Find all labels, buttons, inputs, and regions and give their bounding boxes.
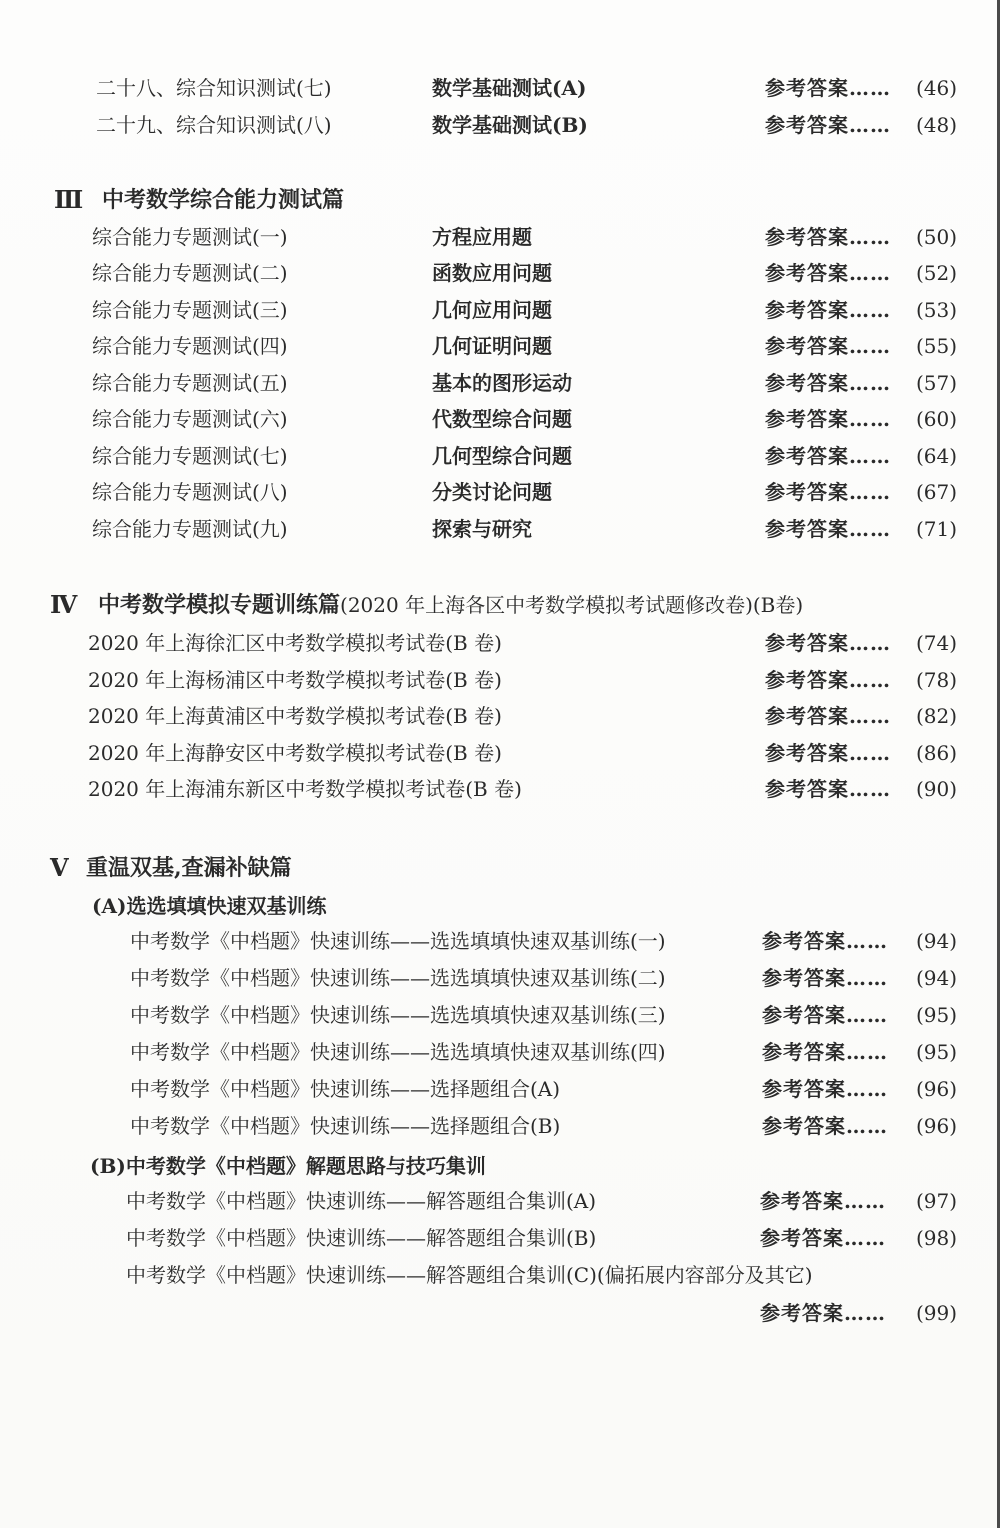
page-number: (46) xyxy=(915,76,957,100)
toc-entry-title: 综合能力专题测试(八) xyxy=(92,480,288,504)
answer-label: 参考答案…… xyxy=(765,777,891,801)
answer-label: 参考答案…… xyxy=(765,444,891,468)
page-number: (53) xyxy=(915,298,957,322)
toc-row[interactable] xyxy=(0,511,997,547)
section-heading: (B)中考数学《中档题》解题思路与技巧集训 xyxy=(90,1154,486,1178)
answer-label: 参考答案…… xyxy=(765,225,891,249)
answer-label: 参考答案…… xyxy=(765,334,891,358)
toc-entry-title: 2020 年上海杨浦区中考数学模拟考试卷(B 卷) xyxy=(88,668,502,692)
toc-entry-title: 二十八、综合知识测试(七) xyxy=(96,76,332,100)
answer-label: 参考答案…… xyxy=(765,480,891,504)
page-number: (50) xyxy=(915,225,957,249)
toc-row[interactable] xyxy=(0,1220,997,1256)
toc-row[interactable] xyxy=(0,1295,997,1331)
toc-entry-title: 综合能力专题测试(九) xyxy=(92,517,288,541)
page-number: (74) xyxy=(915,631,957,655)
page-number: (55) xyxy=(915,334,957,358)
answer-label: 参考答案…… xyxy=(765,261,891,285)
answer-label: 参考答案…… xyxy=(760,1189,886,1213)
toc-entry-topic: 函数应用问题 xyxy=(432,261,552,285)
page-number: (78) xyxy=(915,668,957,692)
page-number: (98) xyxy=(915,1226,957,1250)
toc-entry-title: 中考数学《中档题》快速训练——选选填填快速双基训练(二) xyxy=(130,966,666,990)
toc-entry-topic: 几何型综合问题 xyxy=(432,444,572,468)
toc-entry-title: 综合能力专题测试(二) xyxy=(92,261,288,285)
page-number: (57) xyxy=(915,371,957,395)
answer-label: 参考答案…… xyxy=(762,929,888,953)
toc-row[interactable] xyxy=(0,401,997,437)
toc-entry-topic: 数学基础测试(A) xyxy=(432,76,587,100)
answer-label: 参考答案…… xyxy=(765,631,891,655)
page-number: (82) xyxy=(915,704,957,728)
toc-entry-title: 2020 年上海静安区中考数学模拟考试卷(B 卷) xyxy=(88,741,502,765)
toc-row[interactable] xyxy=(0,771,997,807)
toc-row[interactable] xyxy=(0,997,997,1033)
part-title: 中考数学综合能力测试篇 xyxy=(102,187,345,213)
toc-entry-title: 中考数学《中档题》快速训练——选选填填快速双基训练(四) xyxy=(130,1040,666,1064)
toc-row[interactable] xyxy=(0,292,997,328)
part-title: 重温双基,查漏补缺篇 xyxy=(86,855,292,881)
toc-entry-title: 2020 年上海浦东新区中考数学模拟考试卷(B 卷) xyxy=(88,777,522,801)
toc-row[interactable] xyxy=(0,474,997,510)
part-subtitle: (2020 年上海各区中考数学模拟考试题修改卷)(B卷) xyxy=(340,593,804,617)
page-number: (99) xyxy=(915,1301,957,1325)
toc-row[interactable] xyxy=(0,328,997,364)
toc-row[interactable] xyxy=(0,70,997,106)
toc-entry-topic: 几何应用问题 xyxy=(432,298,552,322)
answer-label: 参考答案…… xyxy=(762,1040,888,1064)
toc-row[interactable] xyxy=(0,1071,997,1107)
answer-label: 参考答案…… xyxy=(760,1226,886,1250)
toc-entry-title: 综合能力专题测试(一) xyxy=(92,225,288,249)
toc-entry-topic: 探索与研究 xyxy=(432,517,532,541)
toc-entry-title: 中考数学《中档题》快速训练——选选填填快速双基训练(一) xyxy=(130,929,666,953)
part-title-group xyxy=(98,585,803,625)
toc-entry-topic: 数学基础测试(B) xyxy=(432,113,588,137)
page-number: (94) xyxy=(915,966,957,990)
part-number: Ⅳ xyxy=(50,590,78,619)
toc-entry-title: 中考数学《中档题》快速训练——解答题组合集训(C)(偏拓展内容部分及其它) xyxy=(126,1263,813,1287)
toc-entry-title: 2020 年上海徐汇区中考数学模拟考试卷(B 卷) xyxy=(88,631,502,655)
toc-row[interactable] xyxy=(0,107,997,143)
toc-row[interactable] xyxy=(0,365,997,401)
answer-label: 参考答案…… xyxy=(765,517,891,541)
toc-row[interactable] xyxy=(0,662,997,698)
part-number: Ⅲ xyxy=(54,185,84,214)
toc-entry-topic: 分类讨论问题 xyxy=(432,480,552,504)
answer-label: 参考答案…… xyxy=(762,966,888,990)
answer-label: 参考答案…… xyxy=(762,1077,888,1101)
toc-entry-title: 综合能力专题测试(三) xyxy=(92,298,288,322)
answer-label: 参考答案…… xyxy=(765,704,891,728)
page-number: (96) xyxy=(915,1077,957,1101)
toc-row[interactable] xyxy=(0,438,997,474)
answer-label: 参考答案…… xyxy=(765,741,891,765)
page-number: (71) xyxy=(915,517,957,541)
toc-row[interactable] xyxy=(0,1257,997,1293)
toc-entry-title: 2020 年上海黄浦区中考数学模拟考试卷(B 卷) xyxy=(88,704,502,728)
part-heading xyxy=(50,848,950,888)
toc-entry-title: 中考数学《中档题》快速训练——选择题组合(B) xyxy=(130,1114,561,1138)
toc-row[interactable] xyxy=(0,255,997,291)
toc-row[interactable] xyxy=(0,1034,997,1070)
toc-row[interactable] xyxy=(0,625,997,661)
part-number: Ⅴ xyxy=(50,853,69,882)
toc-entry-title: 中考数学《中档题》快速训练——解答题组合集训(B) xyxy=(126,1226,597,1250)
section-heading: (A)选选填填快速双基训练 xyxy=(92,894,327,918)
toc-entry-topic: 代数型综合问题 xyxy=(432,407,572,431)
page-number: (97) xyxy=(915,1189,957,1213)
part-heading xyxy=(50,585,970,625)
toc-entry-title: 中考数学《中档题》快速训练——选择题组合(A) xyxy=(130,1077,561,1101)
toc-row[interactable] xyxy=(0,698,997,734)
page-number: (64) xyxy=(915,444,957,468)
toc-row[interactable] xyxy=(0,1108,997,1144)
page-number: (86) xyxy=(915,741,957,765)
page-number: (95) xyxy=(915,1003,957,1027)
page-number: (94) xyxy=(915,929,957,953)
answer-label: 参考答案…… xyxy=(762,1003,888,1027)
toc-entry-topic: 几何证明问题 xyxy=(432,334,552,358)
page-number: (96) xyxy=(915,1114,957,1138)
toc-entry-title: 综合能力专题测试(七) xyxy=(92,444,288,468)
answer-label: 参考答案…… xyxy=(765,407,891,431)
part-title: 中考数学模拟专题训练篇 xyxy=(98,592,341,618)
toc-entry-topic: 基本的图形运动 xyxy=(432,371,572,395)
toc-entry-title: 综合能力专题测试(五) xyxy=(92,371,288,395)
page-number: (60) xyxy=(915,407,957,431)
page-number: (95) xyxy=(915,1040,957,1064)
answer-label: 参考答案…… xyxy=(765,371,891,395)
answer-label: 参考答案…… xyxy=(762,1114,888,1138)
toc-entry-title: 综合能力专题测试(六) xyxy=(92,407,288,431)
toc-entry-topic: 方程应用题 xyxy=(432,225,532,249)
toc-entry-title: 综合能力专题测试(四) xyxy=(92,334,288,358)
answer-label: 参考答案…… xyxy=(765,76,891,100)
page-number: (48) xyxy=(915,113,957,137)
toc-row[interactable] xyxy=(0,735,997,771)
toc-row[interactable] xyxy=(0,1183,997,1219)
answer-label: 参考答案…… xyxy=(760,1301,886,1325)
toc-row[interactable] xyxy=(0,219,997,255)
toc-entry-title: 中考数学《中档题》快速训练——解答题组合集训(A) xyxy=(126,1189,597,1213)
toc-entry-title: 二十九、综合知识测试(八) xyxy=(96,113,332,137)
answer-label: 参考答案…… xyxy=(765,668,891,692)
toc-row[interactable] xyxy=(0,923,997,959)
toc-entry-title: 中考数学《中档题》快速训练——选选填填快速双基训练(三) xyxy=(130,1003,666,1027)
toc-row[interactable] xyxy=(0,960,997,996)
page-number: (52) xyxy=(915,261,957,285)
answer-label: 参考答案…… xyxy=(765,113,891,137)
page-number: (67) xyxy=(915,480,957,504)
answer-label: 参考答案…… xyxy=(765,298,891,322)
page-number: (90) xyxy=(915,777,957,801)
part-heading xyxy=(54,180,954,220)
